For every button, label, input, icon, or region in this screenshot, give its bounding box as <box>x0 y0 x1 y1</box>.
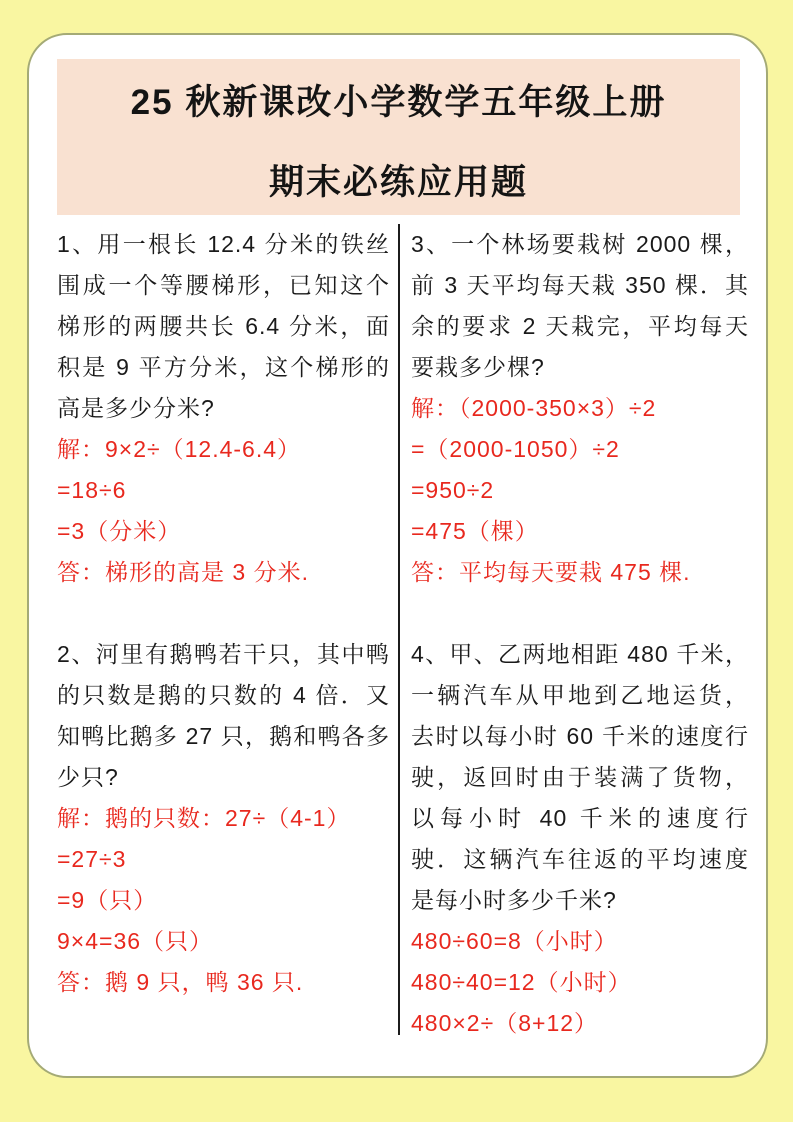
problem-4-statement-line: 一辆汽车从甲地到乙地运货， <box>411 682 749 708</box>
problem-3-statement-line: 3、一个林场要栽树 2000 棵， <box>411 231 749 257</box>
page-title-line-2: 期末必练应用题 <box>268 163 528 202</box>
problem-4-statement-line: 是每小时多少千米? <box>411 887 617 913</box>
problem-1-statement-line: 高是多少分米? <box>57 395 215 421</box>
problem-2-solution-line: 解：鹅的只数：27÷（4-1） <box>57 805 351 831</box>
problem-2-statement-line: 2、河里有鹅鸭若干只，其中鸭 <box>57 641 390 667</box>
problem-2-statement-line: 少只? <box>57 764 119 790</box>
problem-3-statement-line: 余的要求 2 天栽完，平均每天 <box>411 313 749 339</box>
paragraph-gap <box>411 593 749 634</box>
problem-4-statement-line: 以每小时 40 千米的速度行 <box>411 805 749 831</box>
problem-3-solution-line: =950÷2 <box>411 477 495 503</box>
problem-2-statement-line: 知鸭比鹅多 27 只，鹅和鸭各多 <box>57 723 390 749</box>
problem-1-solution-line: =3（分米） <box>57 518 182 544</box>
column-divider <box>398 224 400 1035</box>
problem-4-solution-line: 480÷60=8（小时） <box>411 928 618 954</box>
paragraph-gap <box>57 593 390 634</box>
problem-3-statement-line: 要栽多少棵? <box>411 354 545 380</box>
problem-2-solution-line: =9（只） <box>57 887 158 913</box>
problem-4-solution-line: 480÷40=12（小时） <box>411 969 632 995</box>
problem-2-solution-line: =27÷3 <box>57 846 127 872</box>
problem-1-statement-line: 梯形的两腰共长 6.4 分米，面 <box>57 313 390 339</box>
problem-4-statement-line: 去时以每小时 60 千米的速度行 <box>411 723 749 749</box>
right-column <box>411 224 749 1044</box>
problem-1-statement-line: 1、用一根长 12.4 分米的铁丝 <box>57 231 390 257</box>
problem-1-answer-line: 答：梯形的高是 3 分米. <box>57 559 309 585</box>
problem-1-statement-line: 围成一个等腰梯形，已知这个 <box>57 272 390 298</box>
problem-2-answer-line: 答：鹅 9 只，鸭 36 只. <box>57 969 304 995</box>
problem-4-solution-line: 480×2÷（8+12） <box>411 1010 599 1036</box>
worksheet-card <box>27 33 768 1078</box>
page-title-line-1: 25 秋新课改小学数学五年级上册 <box>130 83 667 122</box>
left-column <box>57 224 390 1003</box>
problem-3-answer-line: 答：平均每天要栽 475 棵. <box>411 559 691 585</box>
problem-2-statement-line: 的只数是鹅的只数的 4 倍．又 <box>57 682 390 708</box>
problem-2-solution-line: 9×4=36（只） <box>57 928 214 954</box>
problem-3-solution-line: =（2000-1050）÷2 <box>411 436 620 462</box>
problem-3-statement-line: 前 3 天平均每天栽 350 棵．其 <box>411 272 749 298</box>
problem-3-solution-line: 解：（2000-350×3）÷2 <box>411 395 657 421</box>
problem-1-solution-line: =18÷6 <box>57 477 127 503</box>
problem-1-statement-line: 积是 9 平方分米，这个梯形的 <box>57 354 390 380</box>
problem-4-statement-line: 4、甲、乙两地相距 480 千米， <box>411 641 749 667</box>
problem-4-statement-line: 驶，返回时由于装满了货物， <box>411 764 749 790</box>
title-banner <box>57 59 740 215</box>
problem-1-solution-line: 解：9×2÷（12.4-6.4） <box>57 436 302 462</box>
problem-4-statement-line: 驶．这辆汽车往返的平均速度 <box>411 846 749 872</box>
problem-3-solution-line: =475（棵） <box>411 518 539 544</box>
